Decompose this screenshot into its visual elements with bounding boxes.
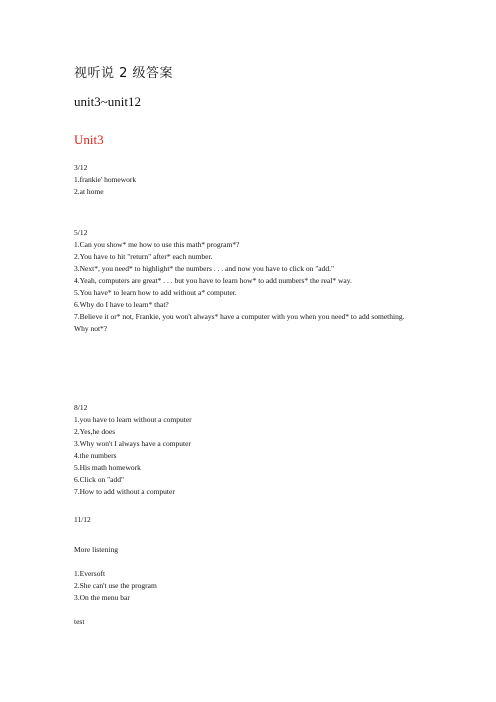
answer-line: Why not*? bbox=[74, 324, 108, 333]
unit-heading: Unit3 bbox=[74, 132, 104, 147]
section-test bbox=[74, 616, 426, 628]
section-label: 8/12 bbox=[74, 403, 88, 412]
section-more-listening bbox=[74, 544, 426, 604]
section-label: More listening bbox=[74, 545, 118, 554]
answer-line: 5.You have* to learn how to add without a* computer. bbox=[74, 288, 237, 297]
section-11-12 bbox=[74, 514, 426, 526]
document-subtitle: unit3~unit12 bbox=[74, 94, 141, 109]
section-3-12 bbox=[74, 162, 426, 198]
blank-line bbox=[74, 556, 426, 568]
answer-line: 3.On the menu bar bbox=[74, 593, 130, 602]
document-title: 视听说 2 级答案 bbox=[74, 66, 174, 81]
answer-line: 1.you have to learn without a computer bbox=[74, 415, 192, 424]
section-label: 3/12 bbox=[74, 163, 88, 172]
answer-line: 1.Eversoft bbox=[74, 569, 106, 578]
answer-line: 3.Why won't I always have a computer bbox=[74, 439, 191, 448]
answer-line: 4.Yeah, computers are great* . . . but you have to learn how* to add numbers* the real* way. bbox=[74, 276, 352, 285]
answer-line: 1.frankie' homework bbox=[74, 175, 137, 184]
answer-line: 2.at home bbox=[74, 187, 104, 196]
section-label: 5/12 bbox=[74, 228, 88, 237]
answer-line: 7.How to add without a computer bbox=[74, 487, 175, 496]
answer-line: 6.Why do I have to learn* that? bbox=[74, 300, 169, 309]
answer-line: 3.Next*, you need* to highlight* the numbers . . . and now you have to click on "add." bbox=[74, 264, 335, 273]
section-label: test bbox=[74, 617, 85, 626]
answer-line: 7.Believe it or* not, Frankie, you won't always* have a computer with you when you need* to add something. bbox=[74, 312, 405, 321]
answer-line: 6.Click on "add" bbox=[74, 475, 125, 484]
answer-line: 2.Yes,he does bbox=[74, 427, 116, 436]
answer-line: 4.the numbers bbox=[74, 451, 117, 460]
section-5-12 bbox=[74, 227, 426, 335]
answer-line: 2.She can't use the program bbox=[74, 581, 157, 590]
answer-line: 2.You have to hit "return" after* each number. bbox=[74, 252, 213, 261]
section-8-12 bbox=[74, 402, 426, 498]
answer-line: 5.His math homework bbox=[74, 463, 141, 472]
answer-line: 1.Can you show* me how to use this math* program*? bbox=[74, 240, 240, 249]
section-label: 11/12 bbox=[74, 515, 91, 524]
